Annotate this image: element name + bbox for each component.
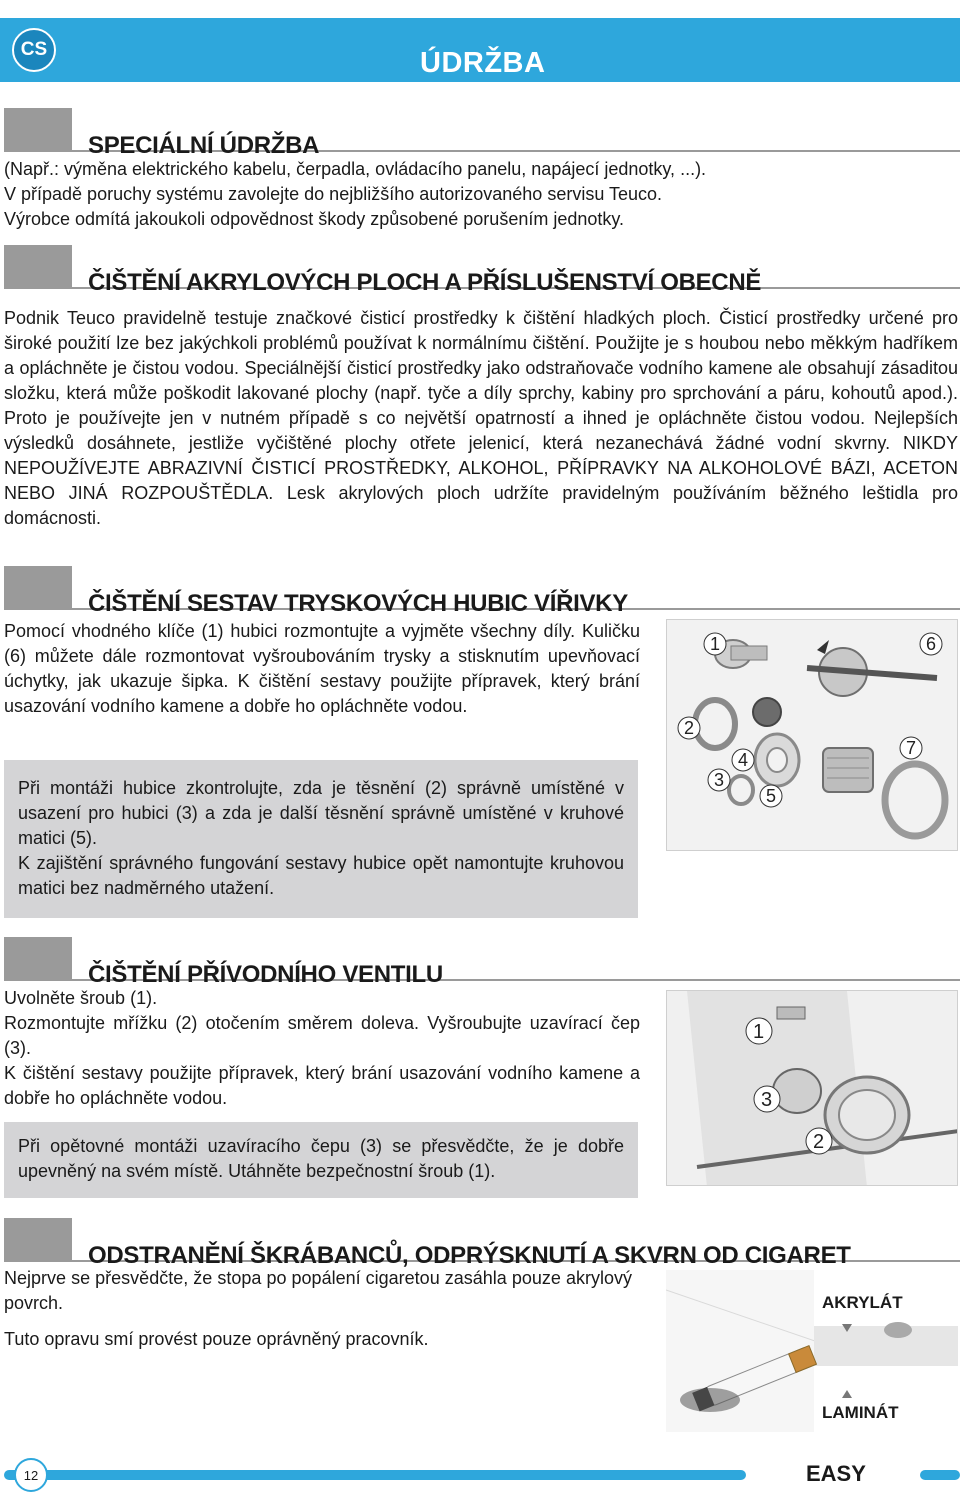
section-title: ČIŠTĚNÍ SESTAV TRYSKOVÝCH HUBIC VÍŘIVKY [88,590,628,617]
figure-label: 6 [926,634,937,654]
section-title: SPECIÁLNÍ ÚDRŽBA [88,132,320,159]
valve-line: Uvolněte šroub (1). [4,988,158,1008]
section-header-jets [4,566,960,617]
scratches-para1: Nejprve se přesvědčte, že stopa po popálení cigaretou zasáhla pouze akrylový povrch. [4,1268,632,1313]
valve-note: Při opětovné montáži uzavíracího čepu (3) se přesvědčte, že je dobře upevněný na svém místě. Utáhněte bezpečnostní šroub (1). [4,1122,638,1198]
page-title: ÚDRŽBA [420,47,546,79]
valve-text [4,986,640,1111]
page-number: 12 [14,1458,48,1492]
jet-assembly-figure [666,619,958,851]
section-header-valve [4,937,960,988]
section-marker [4,1218,72,1260]
section-marker [4,937,72,979]
section-marker [4,245,72,287]
figure-label: 3 [761,1089,773,1111]
jets-paragraph: Pomocí vhodného klíče (1) hubici rozmontujte a vyjměte všechny díly. Kuličku (6) můžete dále rozmontovat vyšroubováním trysky a stisknutím upevňovací úchytky, jak ukazuje šipka. K čištění sestavy použijte přípravek, který brání usazování vodního kamene a dobře ho opláchněte vodou. [4,621,640,716]
laminate-layer-label: LAMINÁT [822,1403,899,1422]
figure-label: 1 [753,1021,765,1043]
figure-label: 2 [684,718,695,738]
brand-label: EASY [806,1461,866,1486]
valve-line: K čištění sestavy použijte přípravek, který brání usazování vodního kamene a dobře ho opláchněte vodou. [4,1063,640,1108]
cigarette-burn-figure [666,1270,958,1432]
language-badge: CS [12,28,56,72]
section-header-special [4,108,960,159]
section-header-acrylic [4,245,960,296]
figure-label: 7 [906,738,917,758]
jets-note-line: Při montáži hubice zkontrolujte, zda je těsnění (2) správně umístěné v usazení pro hubici (3) a zda je další těsnění správně umístěné v kruhové matici (5). [18,778,624,848]
section-header-scratches [4,1218,960,1269]
special-line: (Např.: výměna elektrického kabelu, čerpadla, ovládacího panelu, napájecí jednotky, ...). [4,159,707,179]
figure-label: 3 [714,770,725,790]
special-line: V případě poruchy systému zavolejte do nejbližšího autorizovaného servisu Teuco. [4,184,663,204]
acrylic-layer-label: AKRYLÁT [822,1293,903,1312]
figure-label: 2 [813,1131,825,1153]
jets-note [4,760,638,918]
figure-label: 5 [766,786,777,806]
section-marker [4,566,72,608]
footer-line-right [920,1470,960,1480]
valve-line: Rozmontujte mřížku (2) otočením směrem doleva. Vyšroubujte uzavírací čep (3). [4,1013,640,1058]
scratches-para2: Tuto opravu smí provést pouze oprávněný pracovník. [4,1329,429,1349]
footer-line [4,1470,746,1480]
acrylic-paragraph: Podnik Teuco pravidelně testuje značkové čisticí prostředky k čištění hladkých ploch. Čisticí prostředky určené pro široké použití lze bez jakýchkoli problémů používat k normálnímu čištění. Použijte je s houbou nebo měkkým hadříkem a opláchněte je čistou vodou. Speciálnější čisticí prostředky jako odstraňovače vodního kamene ale obsahují zásaditou složku, která může poškodit lakované plochy (např. tyče a díly sprchy, kabiny pro sprchování a páru, kohoutů apod.). Proto je používejte jen v nutném případě s co největší opatrností a ihned je opláchněte čistou vodou. Nejlepších výsledků dosáhnete, jestliže vyčištěné plochy otřete jelenicí, která nezanechává žádné vodní skvrny. NIKDY NEPOUŽÍVEJTE ABRAZIVNÍ ČISTICÍ PROSTŘEDKY, ALKOHOL, PŘÍPRAVKY NA ALKOHOLOVÉ BÁZI, ACETON NEBO JINÁ ROZPOUŠTĚDLA. Lesk akrylových ploch udržíte pravidelným používáním běžného leštidla pro domácnosti. [4,308,958,528]
figure-label: 4 [738,750,749,770]
valve-figure [666,990,958,1186]
section-title: ODSTRANĚNÍ ŠKRÁBANCŮ, ODPRÝSKNUTÍ A SKVRN OD CIGARET [88,1242,851,1269]
jets-note-line: K zajištění správného fungování sestavy hubice opět namontujte kruhovou matici bez nadměrného utažení. [18,853,624,898]
figure-label: 1 [710,634,721,654]
section-title: ČIŠTĚNÍ AKRYLOVÝCH PLOCH A PŘÍSLUŠENSTVÍ OBECNĚ [88,269,762,296]
section-marker [4,108,72,150]
valve-illustration [667,991,958,1186]
special-text [4,157,954,232]
special-line: Výrobce odmítá jakoukoli odpovědnost škody způsobené porušením jednotky. [4,209,625,229]
jet-assembly-illustration [667,620,958,851]
cigarette-illustration [666,1270,958,1432]
section-title: ČIŠTĚNÍ PŘÍVODNÍHO VENTILU [88,961,443,988]
